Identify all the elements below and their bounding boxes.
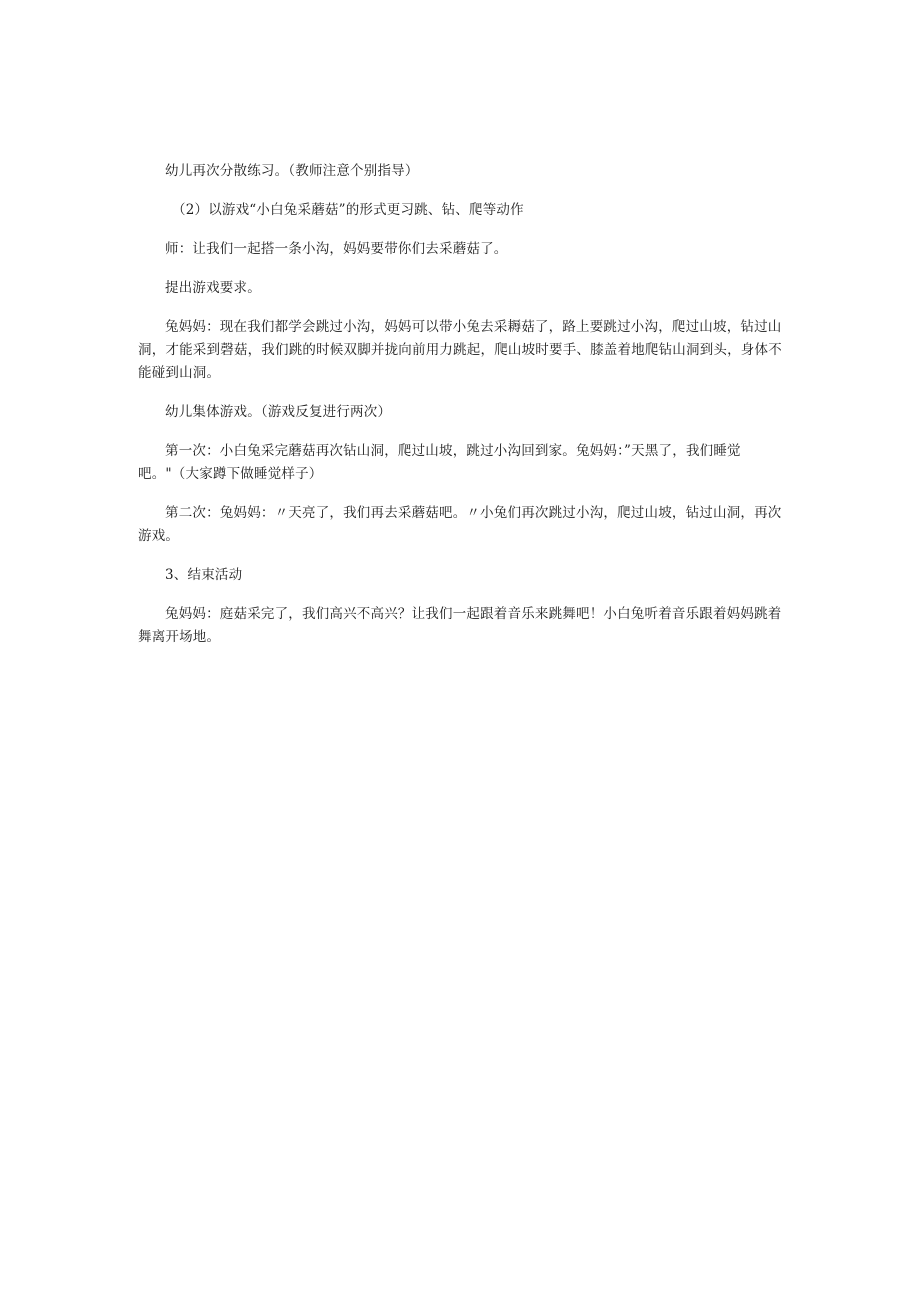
paragraph-first-round: 第一次：小白兔采完蘑菇再次钻山洞，爬过山坡，跳过小沟回到家。兔妈妈：”天黑了，我们睡觉吧。"（大家蹲下做睡觉样子） bbox=[138, 443, 741, 482]
section-heading-end: 3、结束活动 bbox=[165, 567, 243, 583]
paragraph-requirements: 提出游戏要求。 bbox=[165, 280, 261, 296]
paragraph-ending: 兔妈妈：庭菇采完了，我们高兴不高兴？让我们一起跟着音乐来跳舞吧！小白兔听着音乐跟着妈妈跳着舞离开场地。 bbox=[138, 606, 782, 645]
paragraph-practice: 幼儿再次分散练习。（教师注意个别指导） bbox=[165, 163, 419, 179]
paragraph-game-intro: （2）以游戏“小白兔采蘑菇”的形式更习跳、钻、爬等动作 bbox=[172, 202, 524, 218]
document-body bbox=[138, 160, 790, 649]
paragraph-group-game: 幼儿集体游戏。（游戏反复进行两次） bbox=[165, 404, 392, 420]
paragraph-mother-rabbit: 兔妈妈：现在我们都学会跳过小沟，妈妈可以带小兔去采耨菇了，路上要跳过小沟，爬过山坡，钻过山洞，才能采到磬菇，我们跳的时候双脚并拢向前用力跳起，爬山坡时要手、膝盖着地爬钻山洞到头，身体不能碰到山洞。 bbox=[138, 319, 782, 381]
paragraph-teacher: 师：让我们一起搭一条小沟，妈妈要带你们去采蘑菇了。 bbox=[165, 241, 508, 257]
paragraph-second-round: 第二次：兔妈妈：〃天亮了，我们再去采蘑菇吧。〃小兔们再次跳过小沟，爬过山坡，钻过山洞，再次游戏。 bbox=[138, 505, 782, 544]
